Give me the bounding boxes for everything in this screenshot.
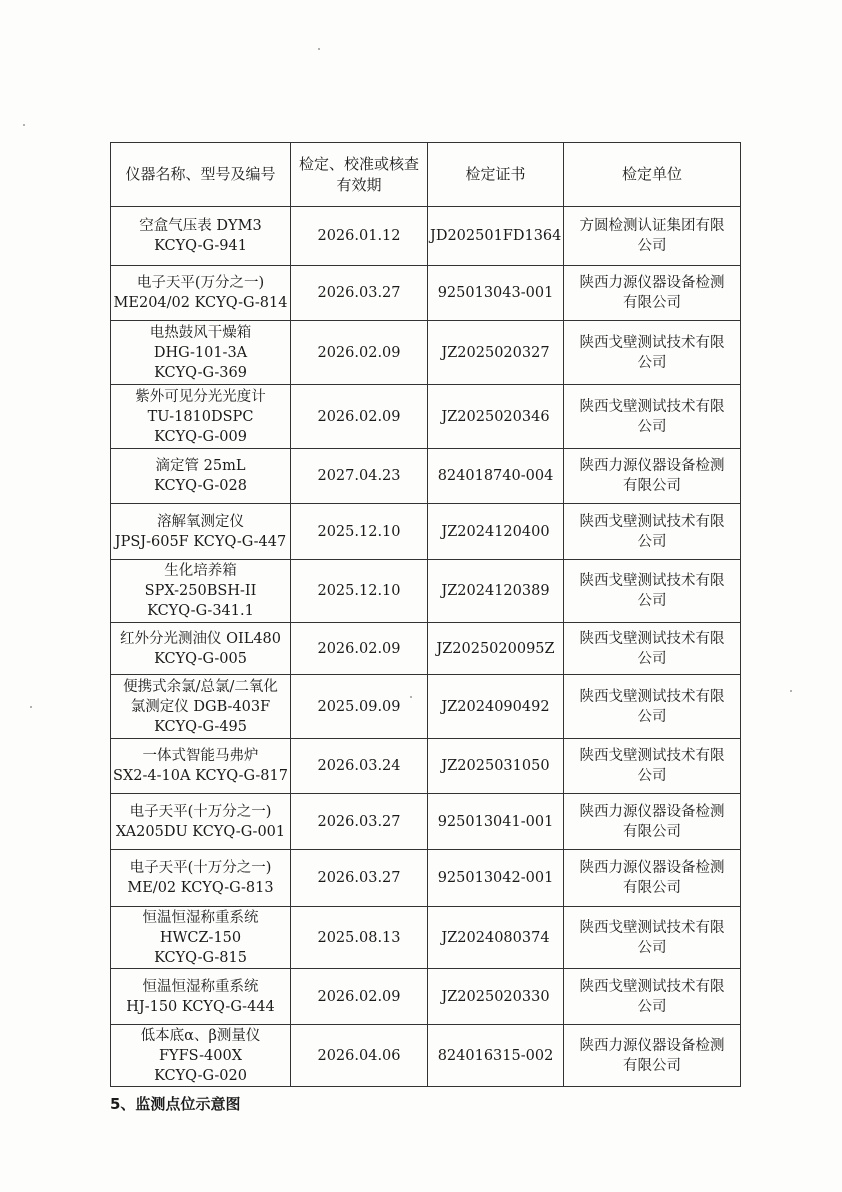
- cell-certificate: JZ2025031050: [428, 739, 564, 794]
- cell-certificate: JZ2024090492: [428, 675, 564, 739]
- table-row: [111, 675, 741, 739]
- cell-validity-date: 2026.03.24: [291, 739, 428, 794]
- cell-instrument-name: 生化培养箱 SPX-250BSH-II KCYQ-G-341.1: [111, 560, 291, 623]
- cell-instrument-name: 空盒气压表 DYM3 KCYQ-G-941: [111, 207, 291, 266]
- cell-certificate: JZ2024120389: [428, 560, 564, 623]
- cell-instrument-name: 一体式智能马弗炉 SX2-4-10A KCYQ-G-817: [111, 739, 291, 794]
- cell-certificate: 824016315-002: [428, 1025, 564, 1087]
- cell-instrument-name: 电子天平(万分之一) ME204/02 KCYQ-G-814: [111, 266, 291, 321]
- cell-verification-unit: 陕西戈壁测试技术有限 公司: [564, 504, 741, 560]
- cell-certificate: JZ2025020095Z: [428, 623, 564, 675]
- cell-instrument-name: 紫外可见分光光度计 TU-1810DSPC KCYQ-G-009: [111, 385, 291, 449]
- cell-instrument-name: 恒温恒湿称重系统 HWCZ-150 KCYQ-G-815: [111, 907, 291, 969]
- cell-instrument-name: 滴定管 25mL KCYQ-G-028: [111, 449, 291, 504]
- table-row: [111, 969, 741, 1025]
- cell-verification-unit: 陕西戈壁测试技术有限 公司: [564, 969, 741, 1025]
- table-row: [111, 794, 741, 850]
- cell-instrument-name: 电子天平(十万分之一) ME/02 KCYQ-G-813: [111, 850, 291, 907]
- header-certificate: 检定证书: [428, 143, 564, 207]
- table-row: [111, 385, 741, 449]
- cell-validity-date: 2025.12.10: [291, 560, 428, 623]
- cell-certificate: 925013042-001: [428, 850, 564, 907]
- header-validity-period: 检定、校准或核查 有效期: [291, 143, 428, 207]
- table-row: [111, 266, 741, 321]
- cell-validity-date: 2026.03.27: [291, 266, 428, 321]
- cell-verification-unit: 方圆检测认证集团有限 公司: [564, 207, 741, 266]
- cell-certificate: 925013043-001: [428, 266, 564, 321]
- cell-verification-unit: 陕西戈壁测试技术有限 公司: [564, 623, 741, 675]
- table-header-row: [111, 143, 741, 207]
- cell-instrument-name: 红外分光测油仪 OIL480 KCYQ-G-005: [111, 623, 291, 675]
- header-instrument-name: 仪器名称、型号及编号: [111, 143, 291, 207]
- table-row: [111, 1025, 741, 1087]
- scan-speck: [790, 690, 792, 692]
- table-row: [111, 739, 741, 794]
- cell-validity-date: 2026.01.12: [291, 207, 428, 266]
- cell-verification-unit: 陕西力源仪器设备检测 有限公司: [564, 266, 741, 321]
- cell-verification-unit: 陕西力源仪器设备检测 有限公司: [564, 850, 741, 907]
- section-heading: 5、监测点位示意图: [110, 1095, 241, 1113]
- table-row: [111, 321, 741, 385]
- cell-certificate: JZ2024120400: [428, 504, 564, 560]
- table-row: [111, 850, 741, 907]
- cell-certificate: JZ2025020330: [428, 969, 564, 1025]
- cell-validity-date: 2025.09.09: [291, 675, 428, 739]
- cell-validity-date: 2025.08.13: [291, 907, 428, 969]
- cell-validity-date: 2027.04.23: [291, 449, 428, 504]
- cell-instrument-name: 低本底α、β测量仪 FYFS-400X KCYQ-G-020: [111, 1025, 291, 1087]
- cell-validity-date: 2026.03.27: [291, 794, 428, 850]
- cell-instrument-name: 恒温恒湿称重系统 HJ-150 KCYQ-G-444: [111, 969, 291, 1025]
- cell-verification-unit: 陕西戈壁测试技术有限 公司: [564, 675, 741, 739]
- cell-certificate: 925013041-001: [428, 794, 564, 850]
- cell-validity-date: 2026.02.09: [291, 969, 428, 1025]
- cell-verification-unit: 陕西戈壁测试技术有限 公司: [564, 739, 741, 794]
- table-row: [111, 504, 741, 560]
- cell-verification-unit: 陕西力源仪器设备检测 有限公司: [564, 1025, 741, 1087]
- table-row: [111, 907, 741, 969]
- cell-certificate: JZ2025020327: [428, 321, 564, 385]
- cell-certificate: 824018740-004: [428, 449, 564, 504]
- cell-certificate: JD202501FD1364: [428, 207, 564, 266]
- table-row: [111, 560, 741, 623]
- scan-speck: [23, 124, 25, 126]
- cell-instrument-name: 溶解氧测定仪 JPSJ-605F KCYQ-G-447: [111, 504, 291, 560]
- table-row: [111, 623, 741, 675]
- cell-validity-date: 2026.02.09: [291, 623, 428, 675]
- cell-validity-date: 2026.02.09: [291, 321, 428, 385]
- cell-certificate: JZ2025020346: [428, 385, 564, 449]
- cell-verification-unit: 陕西戈壁测试技术有限 公司: [564, 385, 741, 449]
- cell-instrument-name: 便携式余氯/总氯/二氧化 氯测定仪 DGB-403F KCYQ-G-495: [111, 675, 291, 739]
- instrument-table: [110, 142, 741, 1087]
- cell-validity-date: 2026.03.27: [291, 850, 428, 907]
- cell-instrument-name: 电子天平(十万分之一) XA205DU KCYQ-G-001: [111, 794, 291, 850]
- cell-instrument-name: 电热鼓风干燥箱 DHG-101-3A KCYQ-G-369: [111, 321, 291, 385]
- cell-certificate: JZ2024080374: [428, 907, 564, 969]
- cell-verification-unit: 陕西戈壁测试技术有限 公司: [564, 560, 741, 623]
- scan-speck: [318, 48, 320, 50]
- cell-validity-date: 2026.02.09: [291, 385, 428, 449]
- scan-speck: [30, 706, 32, 708]
- cell-validity-date: 2025.12.10: [291, 504, 428, 560]
- cell-verification-unit: 陕西戈壁测试技术有限 公司: [564, 907, 741, 969]
- cell-verification-unit: 陕西力源仪器设备检测 有限公司: [564, 794, 741, 850]
- header-verification-unit: 检定单位: [564, 143, 741, 207]
- table-row: [111, 449, 741, 504]
- cell-validity-date: 2026.04.06: [291, 1025, 428, 1087]
- cell-verification-unit: 陕西力源仪器设备检测 有限公司: [564, 449, 741, 504]
- cell-verification-unit: 陕西戈壁测试技术有限 公司: [564, 321, 741, 385]
- table-row: [111, 207, 741, 266]
